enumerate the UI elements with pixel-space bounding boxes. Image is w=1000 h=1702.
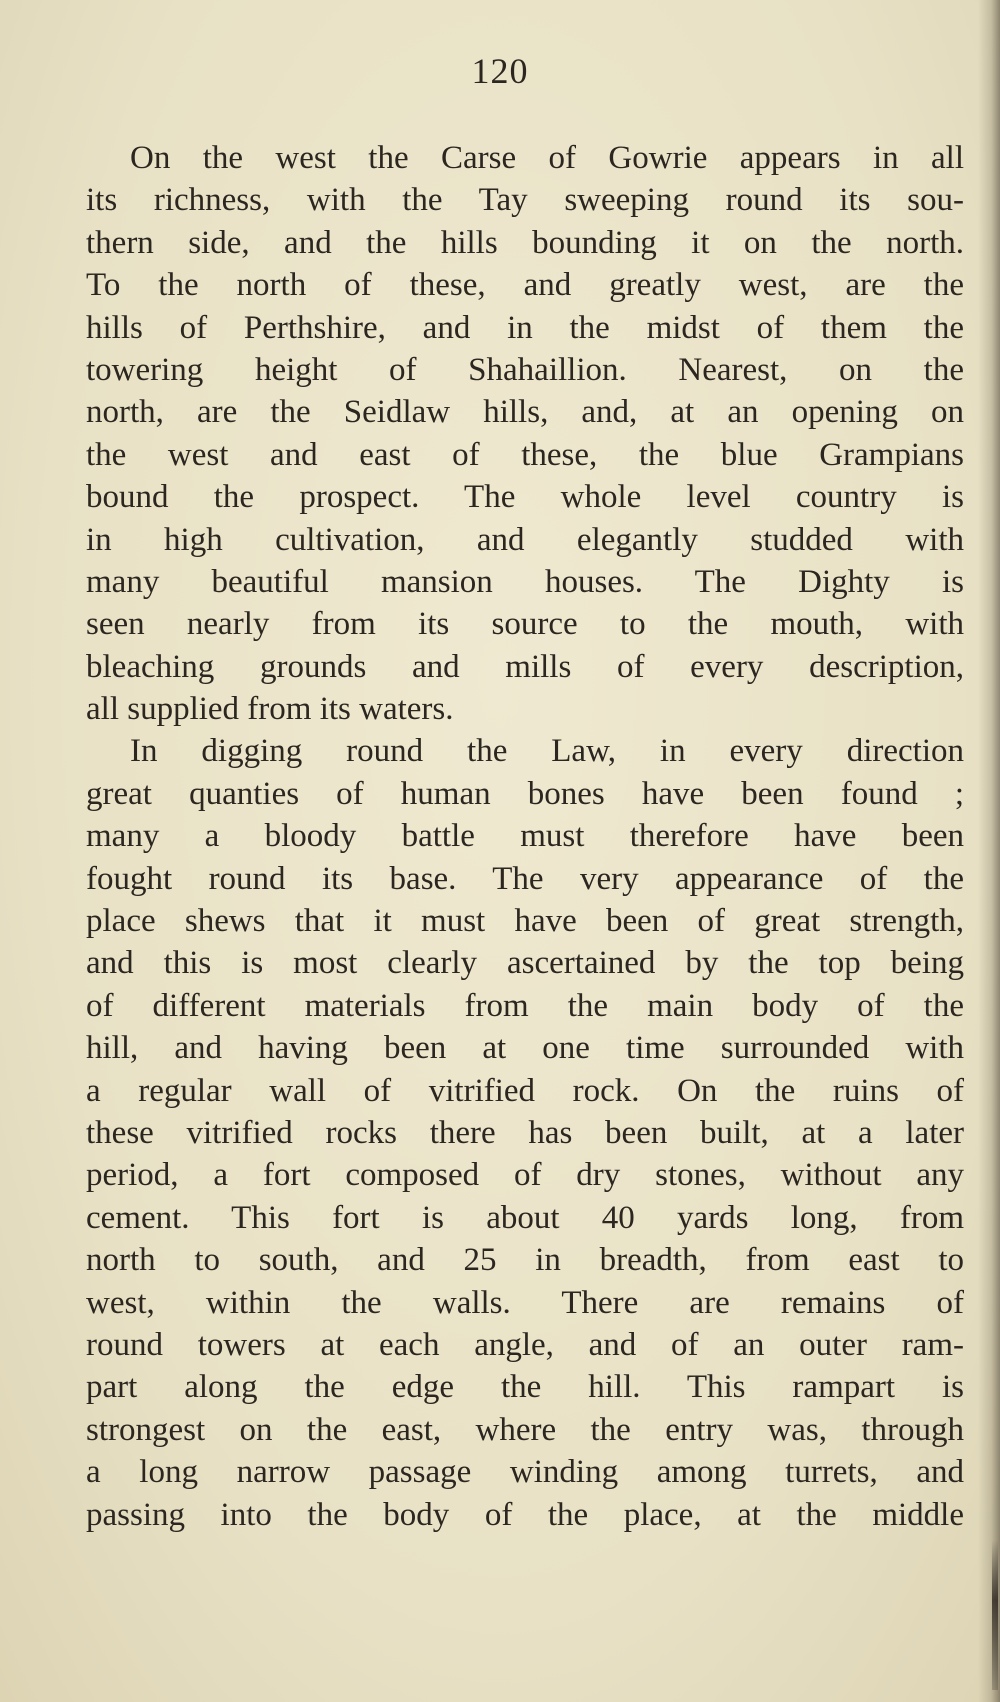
text-line: round towers at each angle, and of an outer ram- [86,1326,964,1363]
text-line: a regular wall of vitrified rock. On the ruins of [86,1072,964,1109]
paragraph-1 [86,137,964,730]
text-line: west, within the walls. There are remains of [86,1284,964,1321]
text-line: great quanties of human bones have been found ; [86,775,964,812]
text-line: passing into the body of the place, at the middle [86,1496,964,1533]
text-line: In digging round the Law, in every direction [130,733,964,770]
text-line: On the west the Carse of Gowrie appears in all [130,140,964,176]
text-line: these vitrified rocks there has been built, at a later [86,1114,964,1151]
text-line: and this is most clearly ascertained by the top being [86,945,964,982]
text-line: bound the prospect. The whole level country is [86,479,964,516]
text-line: hills of Perthshire, and in the midst of them the [86,309,964,346]
text-line: many a bloody battle must therefore have been [86,818,964,855]
text-line: all supplied from its waters. [86,691,454,728]
text-line: in high cultivation, and elegantly studded with [86,521,964,558]
page-edge-shadow [978,0,1000,1702]
text-line: a long narrow passage winding among turrets, and [86,1454,964,1491]
text-line: part along the edge the hill. This rampart is [86,1369,964,1406]
text-line: fought round its base. The very appearance of the [86,860,964,897]
text-line: strongest on the east, where the entry was, through [86,1411,964,1448]
text-block [86,137,964,1536]
text-line: its richness, with the Tay sweeping round its sou- [86,182,964,219]
page-edge-mark [992,1540,998,1690]
page-number: 120 [471,51,529,91]
text-line: seen nearly from its source to the mouth, with [86,606,964,643]
text-line: towering height of Shahaillion. Nearest, on the [86,351,964,388]
paragraph-2 [86,730,964,1535]
text-line: the west and east of these, the blue Grampians [86,436,964,473]
text-line: cement. This fort is about 40 yards long, from [86,1199,964,1236]
text-line: period, a fort composed of dry stones, without any [86,1157,964,1194]
text-line: hill, and having been at one time surrounded with [86,1030,964,1067]
text-line: north to south, and 25 in breadth, from east to [86,1242,964,1279]
text-line: thern side, and the hills bounding it on the north. [86,224,964,261]
text-line: To the north of these, and greatly west, are the [86,267,964,304]
text-line: bleaching grounds and mills of every description, [86,648,964,685]
text-line: place shews that it must have been of great strength, [86,903,964,940]
text-line: many beautiful mansion houses. The Dighty is [86,563,964,600]
text-line: of different materials from the main body of the [86,987,964,1024]
text-line: north, are the Seidlaw hills, and, at an opening on [86,394,964,431]
